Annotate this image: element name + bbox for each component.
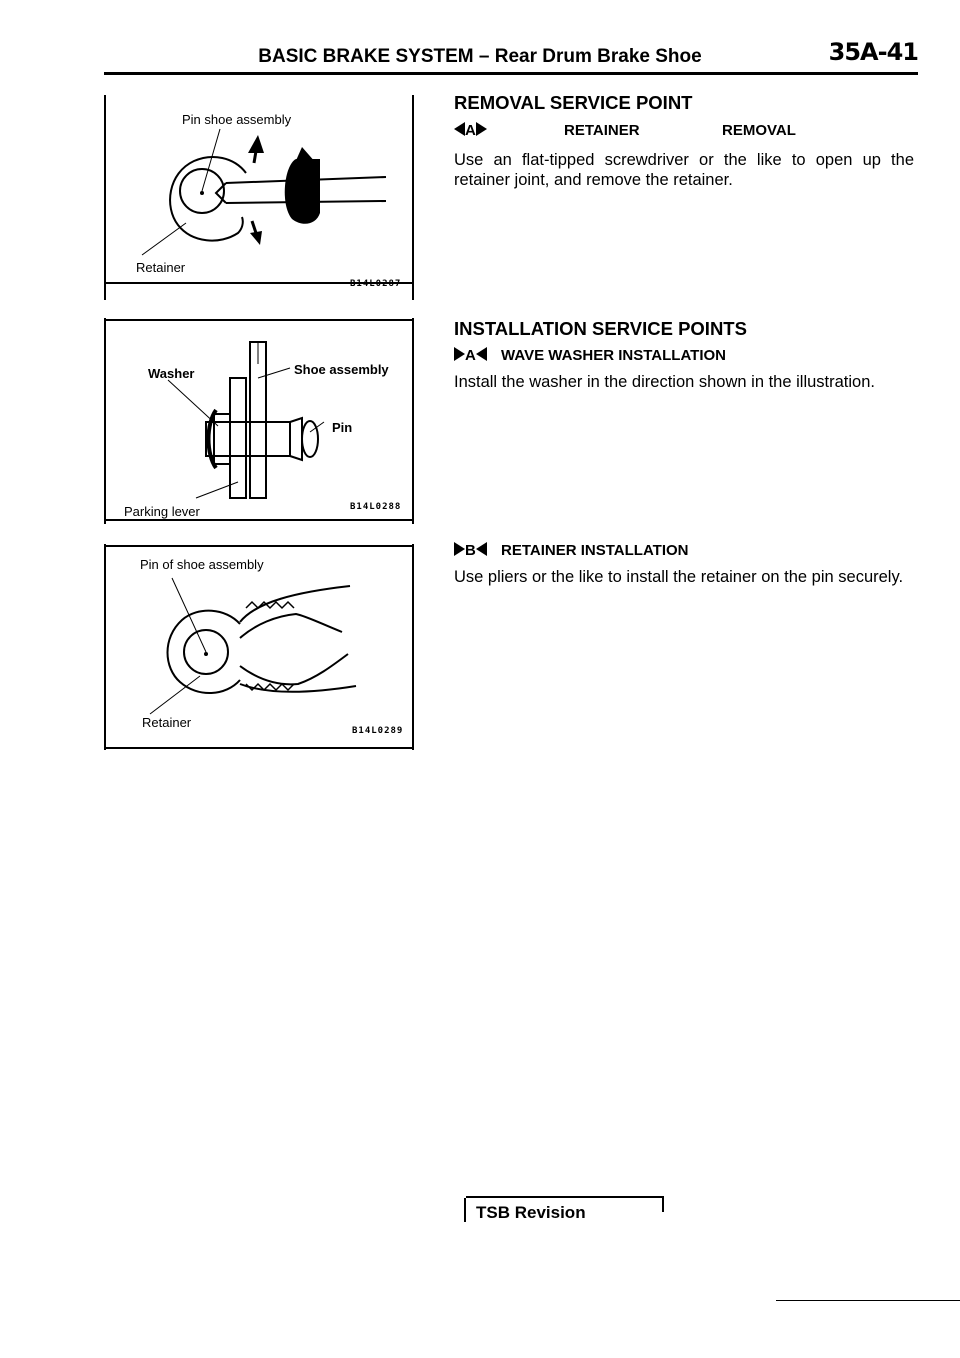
figure-code: B14L0289: [352, 726, 404, 736]
right-triangle-icon: [454, 347, 465, 361]
left-triangle-icon: [476, 347, 487, 361]
label-retainer: Retainer: [142, 715, 192, 730]
label-shoe-assembly: Shoe assembly: [294, 362, 389, 377]
label-pin-shoe-assembly: Pin shoe assembly: [182, 112, 292, 127]
figure-wave-washer-drawing: [106, 318, 412, 524]
right-triangle-icon: [476, 122, 487, 136]
label-washer: Washer: [148, 366, 195, 381]
page-number: 35A-41: [828, 38, 918, 66]
subheading-text: WAVE WASHER INSTALLATION: [501, 347, 727, 364]
bottom-rule: [776, 1300, 960, 1301]
figure-code: B14L0288: [350, 502, 402, 512]
left-triangle-icon: [476, 542, 487, 556]
marker-a: A: [465, 122, 476, 139]
paragraph-wave-washer: Install the washer in the direction shown in the illustration.: [454, 373, 875, 391]
tsb-revision-label: TSB Revision: [476, 1203, 586, 1222]
section-heading-removal: REMOVAL SERVICE POINT: [454, 92, 693, 113]
figure-wave-washer: [104, 318, 414, 524]
page-header-title: BASIC BRAKE SYSTEM – Rear Drum Brake Shoe: [258, 46, 702, 67]
marker-b: B: [465, 542, 476, 559]
paragraph-retainer-installation: Use pliers or the like to install the retainer on the pin securely.: [454, 568, 904, 586]
subheading-right: REMOVAL: [722, 122, 796, 139]
section-heading-installation: INSTALLATION SERVICE POINTS: [454, 318, 747, 339]
marker-a: A: [465, 347, 476, 364]
figure-retainer-removal: [104, 95, 414, 300]
label-retainer: Retainer: [136, 260, 186, 275]
paragraph-removal: Use an flat-tipped screwdriver or the like to open up the retainer joint, and remove the retainer.: [454, 151, 914, 189]
figure-retainer-installation: [104, 544, 414, 750]
subheading-wave-washer: [454, 347, 726, 364]
figure-code: B14L0287: [350, 279, 402, 289]
label-pin: Pin: [332, 420, 353, 435]
subheading-left: RETAINER: [564, 122, 640, 139]
subheading-retainer-installation: [454, 542, 689, 559]
subheading-text: RETAINER INSTALLATION: [501, 542, 689, 559]
right-triangle-icon: [454, 542, 465, 556]
left-triangle-icon: [454, 122, 465, 136]
label-pin-of-shoe-assembly: Pin of shoe assembly: [140, 557, 264, 572]
label-parking-lever: Parking lever: [124, 504, 200, 519]
header-rule: [104, 72, 918, 75]
subheading-retainer-removal: [454, 122, 814, 139]
